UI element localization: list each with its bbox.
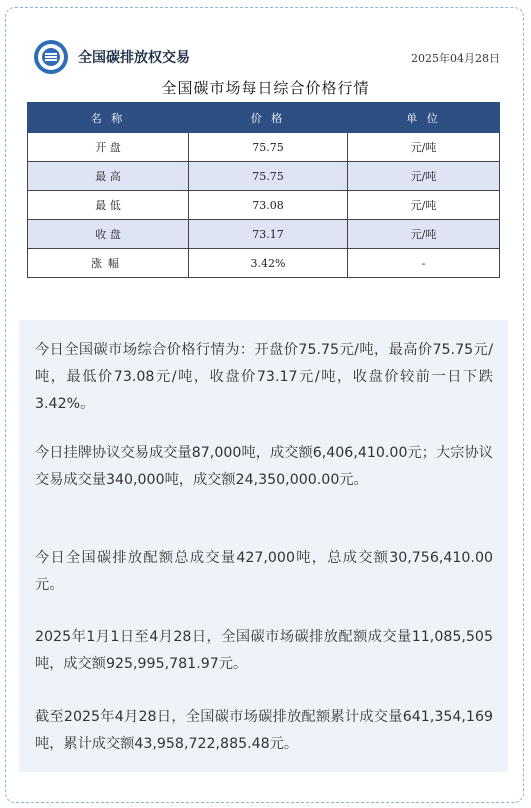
column-header-unit: 单 位 <box>348 103 500 133</box>
column-header-name: 名 称 <box>28 103 189 133</box>
summary-paragraph-protocol-trades: 今日挂牌协议交易成交量87,000吨，成交额6,406,410.00元；大宗协议交易成交量340,000吨，成交额24,350,000.00元。 <box>35 445 493 488</box>
page-title: 全国碳市场每日综合价格行情 <box>161 79 370 97</box>
row-price: 73.17 <box>189 220 348 249</box>
header <box>34 38 500 78</box>
row-unit: 元/吨 <box>348 220 500 249</box>
row-unit: 元/吨 <box>348 191 500 220</box>
row-name: 涨幅 <box>28 249 189 278</box>
table-row <box>28 133 500 162</box>
table-row <box>28 162 500 191</box>
row-name: 收 盘 <box>28 220 189 249</box>
summary-paragraph-prices: 今日全国碳市场综合价格行情为：开盘价75.75元/吨，最高价75.75元/吨，最低价73.08元/吨，收盘价73.17元/吨，收盘价较前一日下跌3.42%。 <box>35 342 493 412</box>
row-price: 75.75 <box>189 133 348 162</box>
price-table <box>27 102 500 278</box>
report-date: 2025年04月28日 <box>411 52 500 65</box>
row-price: 3.42% <box>189 249 348 278</box>
row-name: 最 低 <box>28 191 189 220</box>
exchange-logo-icon <box>34 40 68 74</box>
row-name: 最 高 <box>28 162 189 191</box>
row-name: 开 盘 <box>28 133 189 162</box>
table-row <box>28 220 500 249</box>
table-row <box>28 191 500 220</box>
org-name: 全国碳排放权交易 <box>78 50 190 66</box>
table-row <box>28 249 500 278</box>
column-header-price: 价 格 <box>189 103 348 133</box>
row-unit: 元/吨 <box>348 162 500 191</box>
row-price: 75.75 <box>189 162 348 191</box>
row-unit: 元/吨 <box>348 133 500 162</box>
summary-paragraph-ytd: 2025年1月1日至4月28日，全国碳市场碳排放配额成交量11,085,505吨，成交额925,995,781.97元。 <box>35 629 493 672</box>
table-header-row <box>28 103 500 133</box>
row-unit: - <box>348 249 500 278</box>
row-price: 73.08 <box>189 191 348 220</box>
summary-paragraph-cumulative: 截至2025年4月28日，全国碳市场碳排放配额累计成交量641,354,169吨，累计成交额43,958,722,885.48元。 <box>35 709 493 752</box>
summary-paragraph-daily-total: 今日全国碳排放配额总成交量427,000吨，总成交额30,756,410.00元。 <box>35 550 493 593</box>
